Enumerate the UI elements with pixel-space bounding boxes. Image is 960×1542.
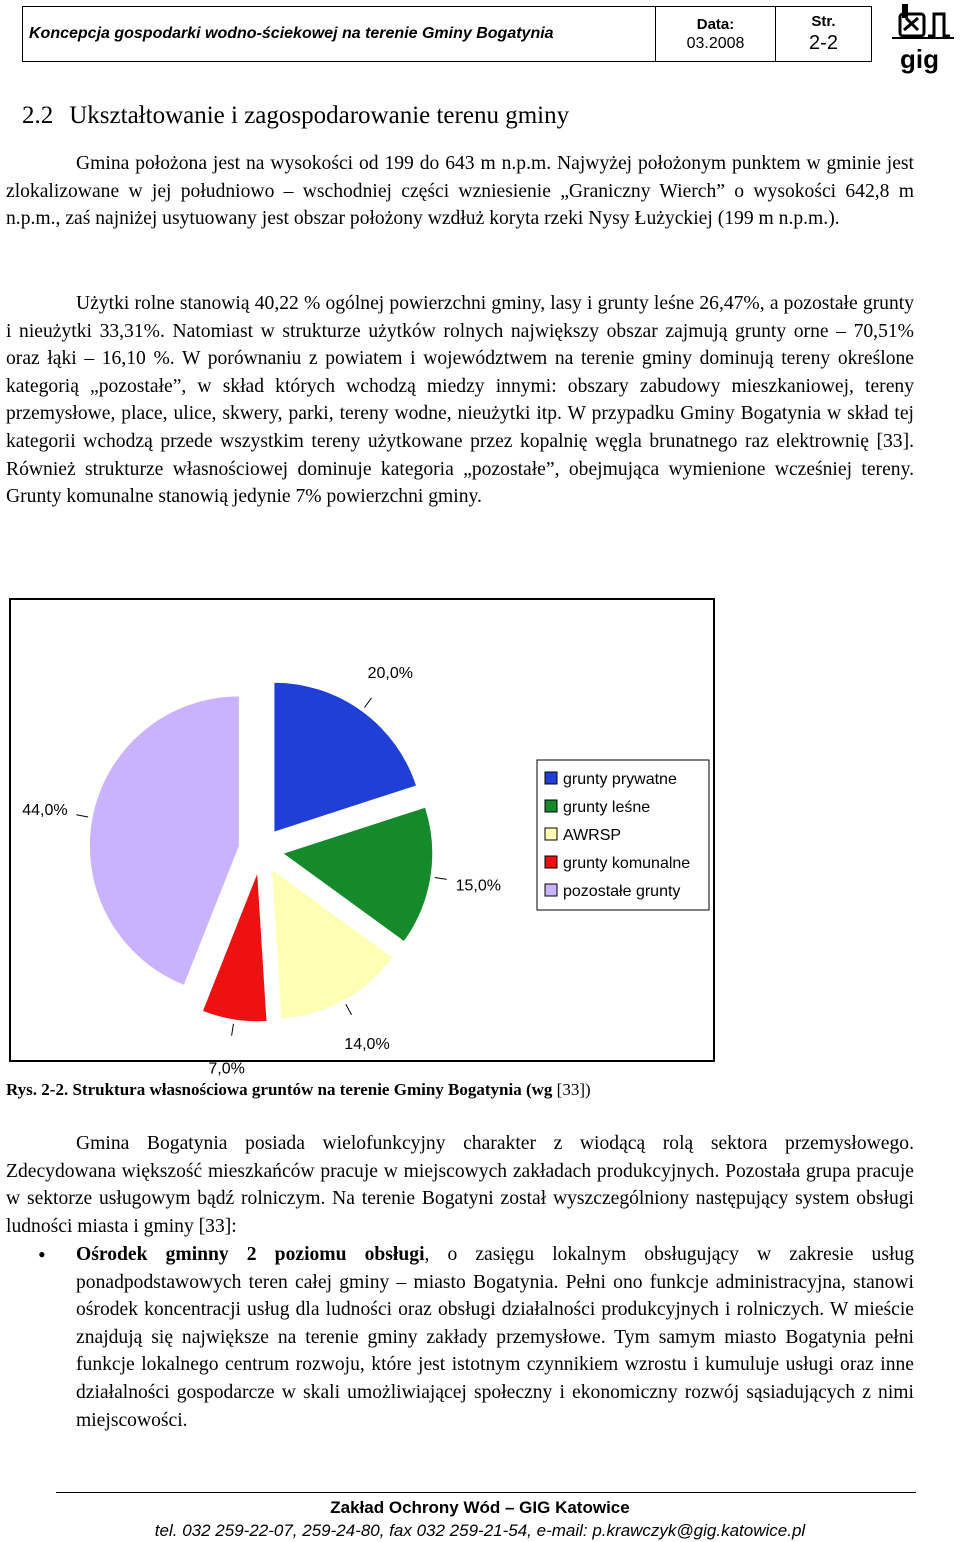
page-footer bbox=[0, 1496, 960, 1542]
data-label-3: 14,0% bbox=[344, 1035, 390, 1053]
data-label-1: 20,0% bbox=[367, 665, 414, 683]
legend-label-3: AWRSP bbox=[563, 827, 622, 844]
bullet-text bbox=[76, 1241, 914, 1434]
footer-organization: Zakład Ochrony Wód – GIG Katowice bbox=[330, 1498, 630, 1517]
gig-logo-icon bbox=[888, 2, 958, 76]
leader-line-2 bbox=[435, 878, 447, 880]
legend-label-2: grunty leśne bbox=[563, 799, 651, 816]
legend-swatch-5 bbox=[545, 884, 557, 896]
header-title: Koncepcja gospodarki wodno-ściekowej na terenie Gminy Bogatynia bbox=[23, 7, 656, 61]
section-title: Ukształtowanie i zagospodarowanie terenu gminy bbox=[69, 102, 570, 129]
leader-line-3 bbox=[346, 1004, 352, 1015]
pie-slice-5 bbox=[89, 696, 239, 985]
paragraph-elevation: Gmina położona jest na wysokości od 199 do 643 m n.p.m. Najwyżej położonym punktem w gminie jest zlokalizowane w jej południowo – wschodniej części wzniesienie „Graniczny Wierch” o wysokości 642,8 m n.p.m., zaś najniżej usytuowany jest obszar położony wzdłuż koryta rzeki Nysy Łużyckiej (199 m n.p.m.). bbox=[6, 153, 914, 230]
data-label-5: 44,0% bbox=[22, 801, 68, 819]
logo-text: gig bbox=[900, 44, 939, 74]
leader-line-5 bbox=[76, 815, 88, 817]
page-header bbox=[22, 6, 872, 62]
pie-slice-1 bbox=[274, 682, 417, 832]
ownership-pie-chart bbox=[9, 598, 715, 1078]
legend-swatch-4 bbox=[545, 856, 557, 868]
bullet-rest: , o zasięgu lokalnym obsługujący w zakresie usług ponadpodstawowych teren całej gminy – miasto Bogatynia. Pełni ono funkcje administracyjna, stanowi ośrodek koncentracji usług dla ludności oraz obsługi działalności produkcyjnych i rolniczych. W mieście znajdują się największe na terenie gminy zakłady przemysłowe. Tym samym miasto Bogatynia pełni funkcje lokalnego centrum rozwoju, które jest istotnym czynnikiem wzrostu i kumuluje usługi oraz inne działalności gospodarcze w skali umożliwiającej społeczny i ekonomiczny rozwój sąsiadujących z nimi miejscowości. bbox=[76, 1244, 914, 1431]
bullet-dot: • bbox=[38, 1242, 46, 1267]
page-number: 2-2 bbox=[809, 32, 838, 54]
leader-line-4 bbox=[232, 1024, 234, 1036]
bullet-item bbox=[6, 1241, 914, 1434]
data-label-4: 7,0% bbox=[208, 1060, 245, 1078]
legend-swatch-3 bbox=[545, 828, 557, 840]
section-number: 2.2 bbox=[22, 102, 54, 129]
footer-contact: tel. 032 259-22-07, 259-24-80, fax 032 259-21-54, e-mail: p.krawczyk@gig.katowice.pl bbox=[154, 1521, 806, 1540]
date-value: 03.2008 bbox=[686, 34, 745, 52]
paragraph-economy: Gmina Bogatynia posiada wielofunkcyjny charakter z wiodącą rolą sektora przemysłowego. Zdecydowana większość mieszkańców pracuje w miejscowych zakładach produkcyjnych. Pozostała grupa pracuje w sektorze usługowym bądź rolniczym. Na terenie Bogatyni został wyszczególniony następujący system obsługi ludności miasta i gminy [33]: bbox=[6, 1133, 914, 1237]
pie-chart-svg bbox=[11, 600, 713, 1078]
date-label: Data: bbox=[696, 15, 735, 33]
section-heading bbox=[22, 102, 569, 130]
header-page bbox=[776, 7, 871, 61]
legend-swatch-1 bbox=[545, 772, 557, 784]
page-label: Str. bbox=[811, 13, 836, 30]
legend-label-1: grunty prywatne bbox=[563, 771, 677, 788]
bullet-bold: Ośrodek gminny 2 poziomu obsługi bbox=[76, 1244, 425, 1265]
paragraph-land-use: Użytki rolne stanowią 40,22 % ogólnej powierzchni gminy, lasy i grunty leśne 26,47%, a pozostałe grunty i nieużytki 33,31%. Natomiast w strukturze użytków rolnych największy obszar zajmują grunty orne – 70,51% oraz łąki – 16,10 %. W porównaniu z powiatem i województwem na terenie gminy dominują tereny określone kategorią „pozostałe”, w skład których wchodzą miedzy innymi: obszary zabudowy mieszkaniowej, tereny przemysłowe, place, ulice, skwery, parki, tereny wodne, nieużytki itp. W przypadku Gminy Bogatynia w skład tej kategorii wchodzą przede wszystkim tereny użytkowane przez kopalnię węgla brunatnego raz elektrownię [33]. Również strukturze własnościowej dominuje kategoria „pozostałe”, obejmująca wymienione wcześniej tereny. Grunty komunalne stanowią jedynie 7% powierzchni gminy. bbox=[6, 293, 914, 508]
header-date bbox=[656, 7, 776, 61]
legend-swatch-2 bbox=[545, 800, 557, 812]
footer-divider bbox=[56, 1492, 916, 1493]
leader-line-1 bbox=[364, 698, 371, 708]
figure-caption: Rys. 2-2. Struktura własnościowa gruntów na terenie Gminy Bogatynia (wg [33]) bbox=[6, 1080, 591, 1099]
data-label-2: 15,0% bbox=[455, 877, 501, 895]
legend-label-4: grunty komunalne bbox=[563, 855, 691, 872]
legend-label-5: pozostałe grunty bbox=[563, 883, 681, 900]
